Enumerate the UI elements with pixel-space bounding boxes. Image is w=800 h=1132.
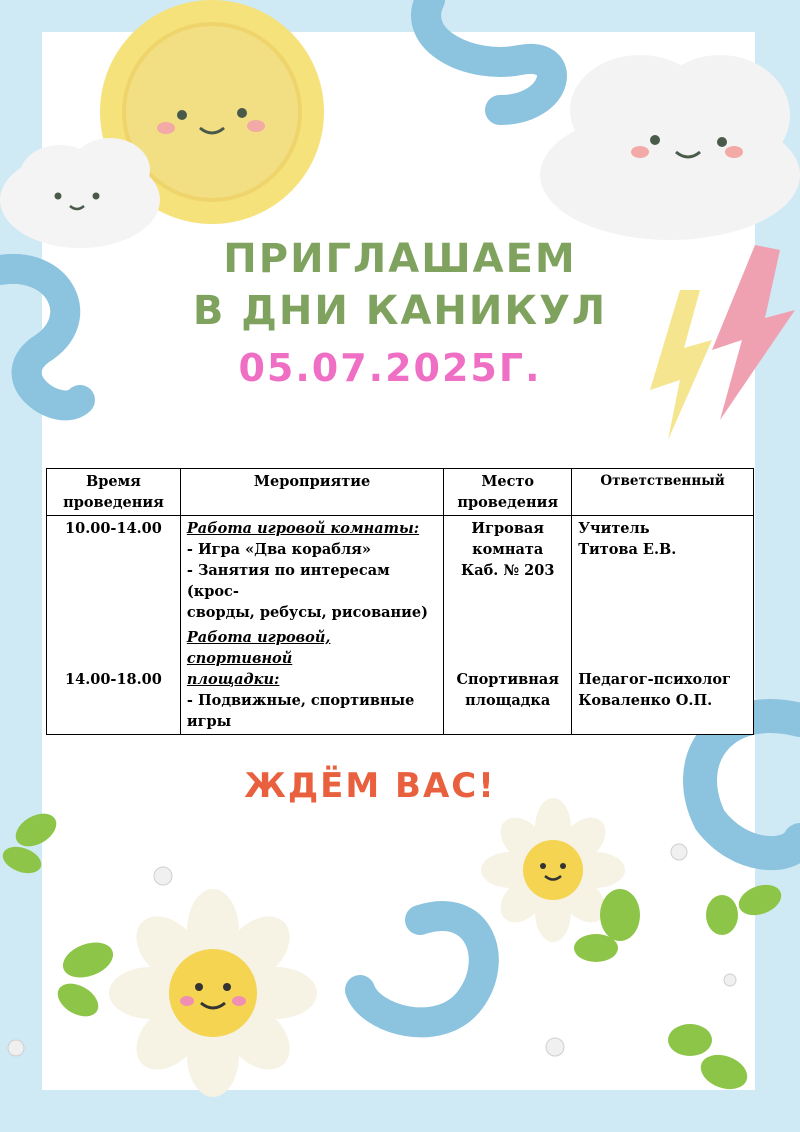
event-title: Работа игровой, спортивной [186, 629, 331, 667]
heading-line-2: В ДНИ КАНИКУЛ [192, 288, 608, 334]
cloud-icon [0, 138, 160, 248]
place-line: Спортивная [456, 671, 559, 688]
daisy-icon [109, 889, 317, 1097]
heading-date: 05.07.2025Г. [238, 346, 542, 390]
responsible-line: Коваленко О.П. [578, 692, 713, 709]
responsible-line: Педагог-психолог [578, 671, 731, 688]
table-row [47, 516, 754, 626]
header-place-2: проведения [457, 494, 559, 511]
table-header-row [47, 469, 754, 516]
row-responsible [572, 516, 754, 626]
events-table [46, 468, 754, 735]
header-time-2: проведения [63, 494, 164, 511]
responsible-line: Титова Е.В. [578, 541, 677, 558]
blue-swirl [360, 916, 484, 1022]
place-line: комната [472, 541, 544, 558]
row-place [444, 516, 572, 626]
event-title: Работа игровой комнаты: [186, 520, 420, 537]
header-time [47, 469, 181, 516]
event-item: сворды, ребусы, рисование) [186, 604, 428, 621]
event-item: - Игра «Два корабля» [186, 541, 371, 558]
row-event [180, 516, 443, 626]
header-responsible: Ответственный [572, 469, 754, 516]
blue-swirl [426, 0, 552, 110]
row-time [47, 625, 181, 735]
header-place-1: Место [481, 473, 535, 490]
header-time-1: Время [85, 473, 141, 490]
responsible-line: Учитель [578, 520, 650, 537]
header-place [444, 469, 572, 516]
footer-text: ЖДЁМ ВАС! [244, 766, 496, 806]
place-line: Каб. № 203 [461, 562, 555, 579]
event-item: - Подвижные, спортивные [186, 692, 415, 709]
place-line: Игровая [471, 520, 544, 537]
row-time: 10.00-14.00 [47, 516, 181, 626]
row-event [180, 625, 443, 735]
event-item: - Занятия по интересам (крос- [186, 562, 390, 600]
table-row [47, 625, 754, 735]
row-place [444, 625, 572, 735]
sprout-icon [0, 807, 785, 1095]
row-time-value: 14.00-18.00 [65, 671, 162, 688]
event-item: игры [186, 713, 232, 730]
event-title: площадки: [186, 671, 280, 688]
place-line: площадка [465, 692, 551, 709]
heading-line-1: ПРИГЛАШАЕМ [223, 236, 577, 282]
cloud-icon [540, 55, 800, 240]
row-responsible [572, 625, 754, 735]
header-event: Мероприятие [180, 469, 443, 516]
